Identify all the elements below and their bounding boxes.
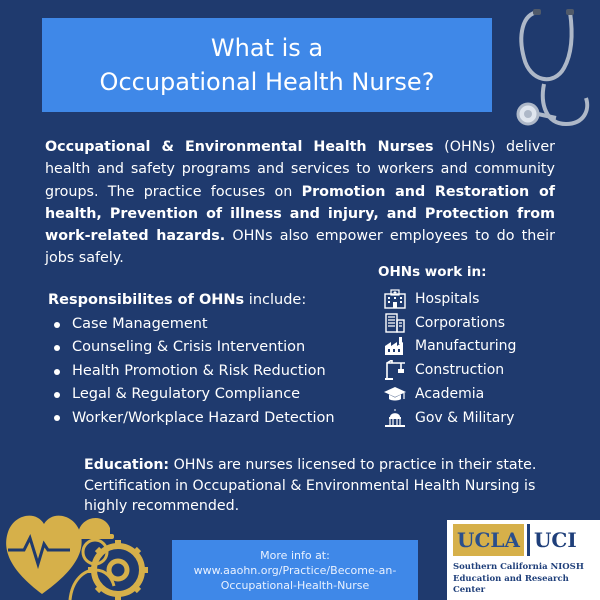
list-item-label: Manufacturing [415, 338, 517, 355]
ucla-wordmark: UCLA [453, 524, 524, 556]
capitol-icon [383, 408, 407, 428]
list-item [54, 360, 335, 383]
list-item-label: Academia [415, 386, 485, 403]
graduation-cap-icon [383, 384, 407, 404]
crane-icon [383, 360, 407, 380]
list-item-label: Corporations [415, 314, 505, 331]
title-line-2: Occupational Health Nurse? [99, 68, 435, 96]
list-item-label: Construction [415, 362, 505, 379]
list-item [383, 311, 516, 335]
bullet-icon [54, 392, 60, 398]
list-item [383, 358, 516, 382]
intro-bold-1: Occupational & Environmental Health Nurses [45, 139, 434, 155]
education-label: Education: [84, 457, 170, 473]
more-info-link-line-1[interactable]: www.aaohn.org/Practice/Become-an- [193, 563, 397, 577]
logo-wordmark [453, 524, 581, 556]
work-in-list [383, 287, 516, 430]
list-item-label: Health Promotion & Risk Reduction [72, 362, 326, 379]
list-item-label: Counseling & Crisis Intervention [72, 339, 306, 356]
uci-wordmark: UCI [527, 524, 581, 556]
bullet-icon [54, 369, 60, 375]
list-item-label: Legal & Regulatory Compliance [72, 386, 301, 403]
list-item [54, 313, 335, 336]
title-banner [42, 18, 492, 112]
list-item [54, 407, 335, 430]
logo-subtitle-line-2: Education and Research Center [453, 573, 569, 595]
list-item-label: Hospitals [415, 290, 480, 307]
list-item [54, 383, 335, 406]
responsibilities-heading-bold: Responsibilites of OHNs [48, 292, 245, 308]
list-item-label: Worker/Workplace Hazard Detection [72, 409, 335, 426]
heart-health-icon [0, 490, 170, 600]
bullet-icon [54, 322, 60, 328]
intro-text-2: OHNs also empower employees to do their jobs safely. [45, 228, 555, 267]
work-in-heading: OHNs work in: [378, 264, 487, 280]
responsibilities-heading-rest: include: [244, 292, 307, 308]
list-item [383, 406, 516, 430]
more-info-link-line-2[interactable]: Occupational-Health-Nurse [220, 578, 370, 592]
intro-bold-2: Promotion and Restoration of health, Prevention of illness and injury, and Protection from work-related hazards. [45, 183, 555, 245]
logo-subtitle-line-1: Southern California NIOSH [453, 562, 584, 572]
bullet-icon [54, 415, 60, 421]
list-item [383, 287, 516, 311]
intro-paragraph [45, 136, 555, 270]
responsibilities-list [54, 313, 335, 430]
logo-subtitle [453, 562, 597, 597]
office-building-icon [383, 313, 407, 333]
title-line-1: What is a [210, 34, 324, 62]
list-item [383, 335, 516, 359]
list-item [383, 382, 516, 406]
bullet-icon [54, 345, 60, 351]
list-item-label: Gov & Military [415, 409, 515, 426]
education-text: OHNs are nurses licensed to practice in their state. Certification in Occupational & Environmental Health Nursing is highly recommended. [84, 457, 537, 514]
stethoscope-icon [500, 6, 596, 136]
factory-icon [383, 336, 407, 356]
list-item [54, 336, 335, 359]
ucla-uci-logo [447, 520, 600, 600]
more-info-box [172, 540, 418, 600]
hospital-icon [383, 289, 407, 309]
more-info-label: More info at: [260, 548, 330, 562]
responsibilities-heading [48, 292, 306, 308]
list-item-label: Case Management [72, 316, 208, 332]
intro-text-1: (OHNs) deliver health and safety programs and services to workers and community groups. The practice focuses on [45, 139, 555, 200]
